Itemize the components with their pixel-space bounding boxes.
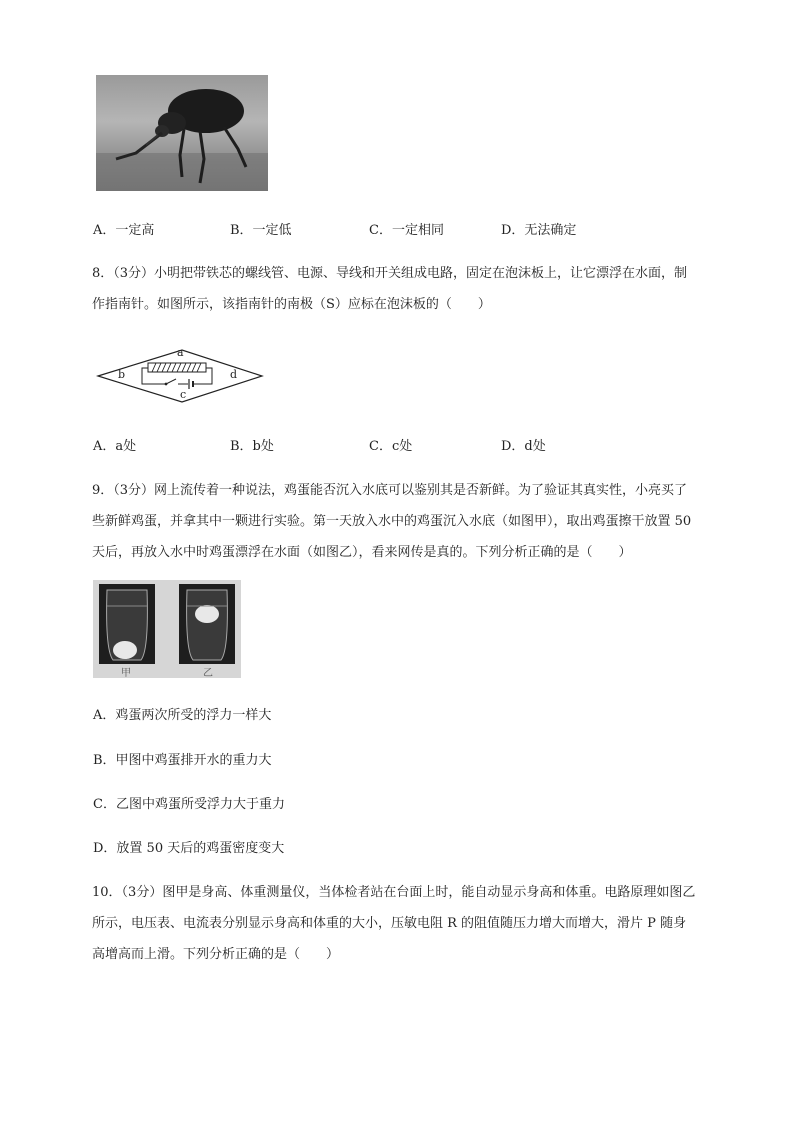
q9-option-d: D．放置 50 天后的鸡蛋密度变大 [93,841,285,856]
beetle-illustration [96,75,268,191]
figure-label-d: d [230,368,238,381]
figure-label-yi: 乙 [203,668,213,678]
compass-circuit-figure [94,346,266,406]
q7-option-a: A．一定高 [93,223,155,238]
q9-stem-line-2: 些新鲜鸡蛋，并拿其中一颗进行实验。第一天放入水中的鸡蛋沉入水底（如图甲），取出鸡蛋擦干放置 50 [92,514,692,529]
q9-option-c: C．乙图中鸡蛋所受浮力大于重力 [93,797,285,812]
beetle-photo [96,75,268,191]
figure-label-jia: 甲 [121,668,131,678]
q8-option-d: D．d处 [501,439,546,454]
egg-experiment-photo [93,580,241,678]
q7-option-d: D．无法确定 [501,223,577,238]
figure-label-c: c [180,388,187,401]
q10-stem-line-3: 高增高而上滑。下列分析正确的是（ ） [92,947,340,962]
q8-stem-line-1: 8．（3分）小明把带铁芯的螺线管、电源、导线和开关组成电路，固定在泡沫板上，让它漂浮在水面，制 [92,266,688,281]
q8-option-c: C．c处 [369,439,413,454]
q8-stem-line-2: 作指南针。如图所示，该指南针的南极（S）应标在泡沫板的（ ） [92,297,491,312]
q7-option-c: C．一定相同 [369,223,444,238]
q9-option-b: B．甲图中鸡蛋排开水的重力大 [93,753,272,768]
q10-stem-line-1: 10．（3分）图甲是身高、体重测量仪，当体检者站在台面上时，能自动显示身高和体重。电路原理如图乙 [92,885,696,900]
q9-stem-line-3: 天后，再放入水中时鸡蛋漂浮在水面（如图乙），看来网传是真的。下列分析正确的是（ ） [92,545,632,560]
figure-label-a: a [177,346,184,359]
q8-option-b: B．b处 [230,439,274,454]
q7-option-b: B．一定低 [230,223,292,238]
q8-option-a: A．a处 [93,439,137,454]
q9-option-a: A．鸡蛋两次所受的浮力一样大 [93,708,272,723]
q9-stem-line-1: 9．（3分）网上流传着一种说法，鸡蛋能否沉入水底可以鉴别其是否新鲜。为了验证其真实性，小亮买了 [92,483,688,498]
q10-stem-line-2: 所示，电压表、电流表分别显示身高和体重的大小，压敏电阻 R 的阻值随压力增大而增大，滑片 P 随身 [92,916,687,931]
figure-label-b: b [118,368,126,381]
